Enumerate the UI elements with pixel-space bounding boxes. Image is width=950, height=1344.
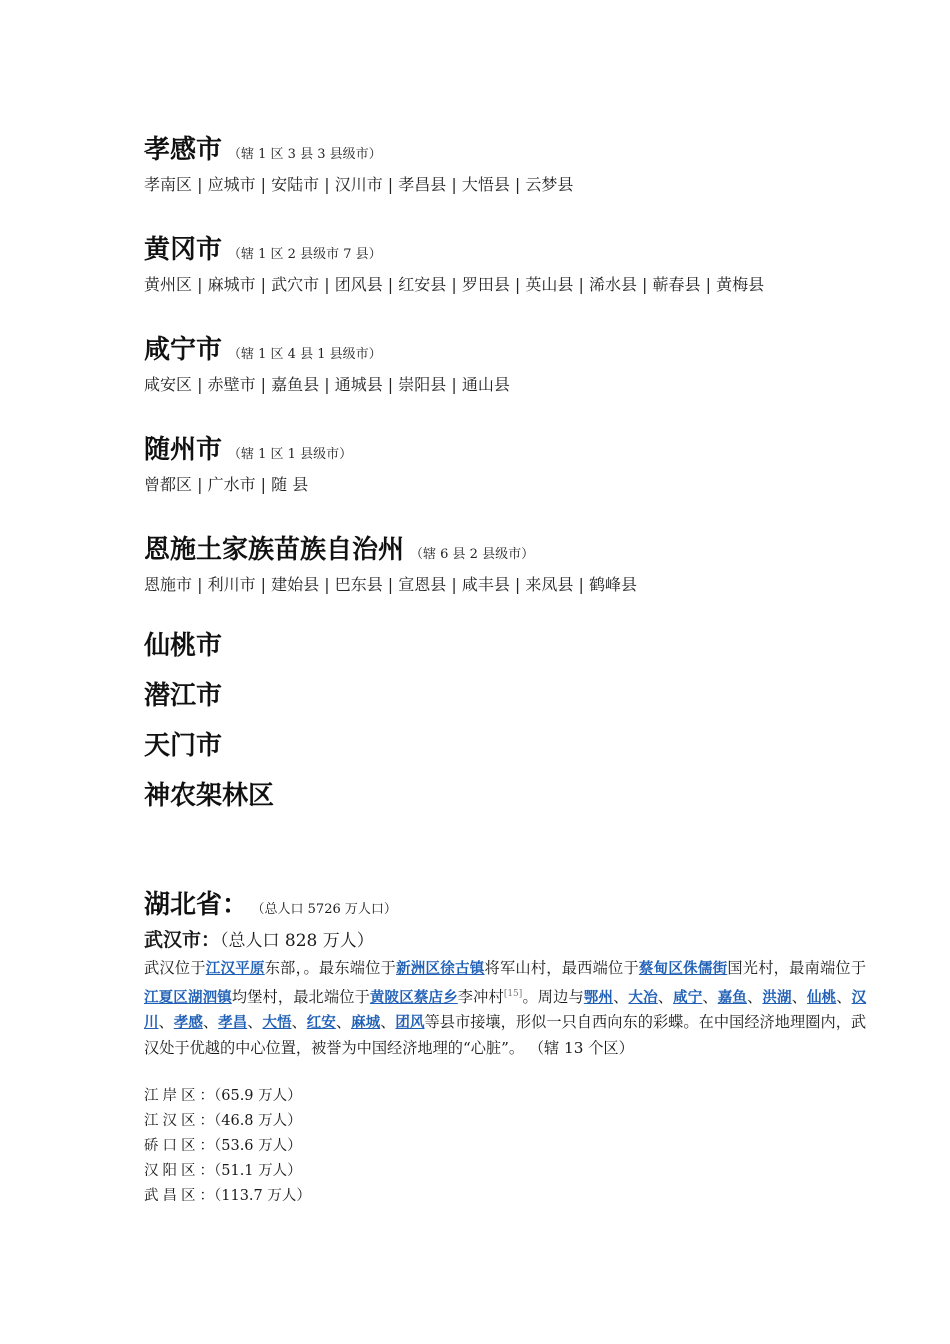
wuhan-name: 武汉市： <box>144 929 221 951</box>
district-pop: ：（65.9 万人） <box>199 1088 302 1105</box>
city-name: 恩施土家族苗族自治州 <box>144 535 405 565</box>
district-row <box>144 1109 874 1134</box>
link-xiantao[interactable]: 仙桃 <box>806 989 837 1006</box>
district-pop: ：（46.8 万人） <box>199 1113 302 1130</box>
city-name: 孝感市 <box>144 135 223 165</box>
link-hanchuan[interactable]: 汉川 <box>144 989 867 1032</box>
link-macheng[interactable]: 麻城 <box>351 1015 381 1032</box>
province-name: 湖北省： <box>144 890 249 920</box>
link-dawu[interactable]: 大悟 <box>262 1015 292 1032</box>
unit-tianmen: 天门市 <box>144 731 223 761</box>
district-name: 硚口区 <box>144 1138 200 1155</box>
text: 国光村，最南端位于 <box>727 959 867 977</box>
link-caidian-zhuru[interactable]: 蔡甸区侏儒街 <box>638 961 728 977</box>
city-name: 咸宁市 <box>144 335 223 365</box>
text: 。周边与 <box>522 987 584 1006</box>
text: 东部，。最东端位于 <box>264 959 397 977</box>
city-suizhou <box>144 428 874 502</box>
wuhan-district-list <box>144 1084 874 1209</box>
citation-sup[interactable]: [15] <box>503 988 523 999</box>
wuhan-heading <box>144 926 874 954</box>
city-note: （辖 6 县 2 县级市） <box>410 547 535 562</box>
city-district-list: 曾都区 | 广水市 | 随 县 <box>144 475 309 494</box>
district-name: 汉阳区 <box>144 1163 200 1180</box>
city-district-list: 孝南区 | 应城市 | 安陆市 | 汉川市 | 孝昌县 | 大悟县 | 云梦县 <box>144 175 574 194</box>
link-ezhou[interactable]: 鄂州 <box>583 989 614 1006</box>
link-jiangxia-husi[interactable]: 江夏区湖泗镇 <box>144 989 232 1006</box>
city-enshi <box>144 528 874 602</box>
city-note: （辖 1 区 2 县级市 7 县） <box>228 247 382 262</box>
link-honghu[interactable]: 洪湖 <box>762 989 792 1006</box>
link-xinzhou-xugu[interactable]: 新洲区徐古镇 <box>396 961 485 977</box>
link-daye[interactable]: 大冶 <box>628 989 658 1006</box>
link-jiayu[interactable]: 嘉鱼 <box>717 989 747 1006</box>
city-name: 随州市 <box>144 435 223 465</box>
text: 李冲村 <box>457 987 504 1006</box>
district-name: 江岸区 <box>144 1088 200 1105</box>
unit-shennongjia: 神农架林区 <box>144 781 275 811</box>
link-tuanfeng[interactable]: 团风 <box>395 1015 425 1032</box>
district-row <box>144 1084 874 1109</box>
city-note: （辖 1 区 4 县 1 县级市） <box>228 347 382 362</box>
province-note: （总人口 5726 万人口） <box>258 902 397 917</box>
city-huanggang <box>144 228 874 302</box>
district-pop: ：（113.7 万人） <box>199 1188 311 1205</box>
document-page <box>144 128 874 1209</box>
district-row <box>144 1134 874 1159</box>
city-xianning <box>144 328 874 402</box>
wuhan-description: 武汉位于江汉平原东部，。最东端位于新洲区徐古镇将军山村，最西端位于蔡甸区侏儒街国光村，最南端位于江夏区湖泗镇均堡村，最北端位于黄陂区蔡店乡李冲村[15]。周边与鄂州、大冶、咸宁、嘉鱼、洪湖、仙桃、汉川、孝感、孝昌、大悟、红安、麻城、团风等县市接壤，形似一只自西向东的彩蝶。在中国经济地理圈内，武汉处于优越的中心位置，被誉为中国经济地理的“心脏”。 （辖 13 个区） <box>144 959 867 1057</box>
district-name: 江汉区 <box>144 1113 200 1130</box>
unit-qianjiang: 潜江市 <box>144 681 223 711</box>
text: 均堡村，最北端位于 <box>231 987 370 1006</box>
city-note: （辖 1 区 3 县 3 县级市） <box>228 147 382 162</box>
city-district-list: 黄州区 | 麻城市 | 武穴市 | 团风县 | 红安县 | 罗田县 | 英山县 | 浠水县 | 蕲春县 | 黄梅县 <box>144 275 765 294</box>
district-name: 武昌区 <box>144 1188 200 1205</box>
city-note: （辖 1 区 1 县级市） <box>228 447 353 462</box>
link-jianghan-plain[interactable]: 江汉平原 <box>205 961 265 977</box>
unit-xiantao: 仙桃市 <box>144 631 223 661</box>
link-huangpi-caidian[interactable]: 黄陂区蔡店乡 <box>369 989 458 1006</box>
wuhan-note: （总人口 828 万人） <box>220 931 374 951</box>
city-district-list: 咸安区 | 赤壁市 | 嘉鱼县 | 通城县 | 崇阳县 | 通山县 <box>144 375 510 394</box>
district-row <box>144 1159 874 1184</box>
province-heading <box>144 884 874 926</box>
city-xiaogan <box>144 128 874 202</box>
text: 武汉位于 <box>144 959 206 977</box>
link-hongan[interactable]: 红安 <box>306 1015 336 1032</box>
district-pop: ：（53.6 万人） <box>199 1138 302 1155</box>
district-row <box>144 1184 874 1209</box>
link-xiaochang[interactable]: 孝昌 <box>218 1015 248 1032</box>
city-name: 黄冈市 <box>144 235 223 265</box>
city-district-list: 恩施市 | 利川市 | 建始县 | 巴东县 | 宣恩县 | 咸丰县 | 来凤县 | 鹤峰县 <box>144 575 637 594</box>
link-xianning[interactable]: 咸宁 <box>673 989 703 1006</box>
district-pop: ：（51.1 万人） <box>199 1163 302 1180</box>
text: 将军山村，最西端位于 <box>484 959 639 977</box>
link-xiaogan[interactable]: 孝感 <box>173 1015 203 1032</box>
text: 等县市接壤，形似一只自西向东的彩蝶。在中国经济地理圈内，武汉处于优越的中心位置，被誉为中国经济地理的“心脏”。 （辖 13 个区） <box>144 1013 867 1057</box>
